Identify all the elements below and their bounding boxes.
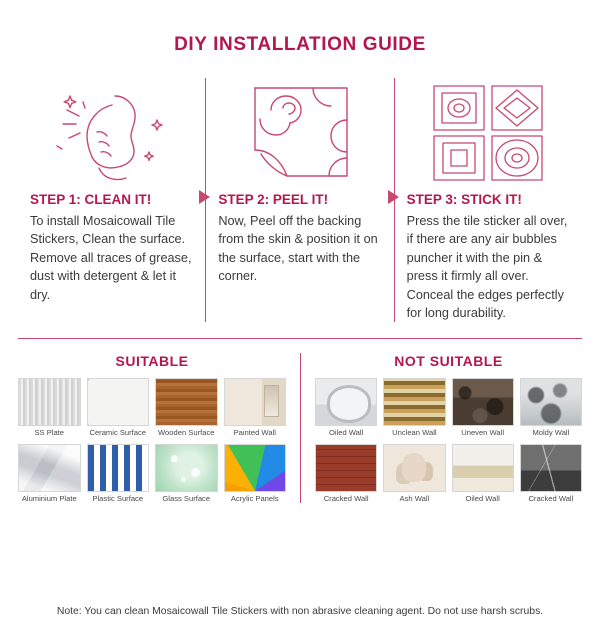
swatch-painted-wall bbox=[224, 378, 287, 426]
arrow-right-icon-2 bbox=[388, 190, 399, 204]
swatch-label: Oiled Wall bbox=[328, 428, 364, 438]
list-item bbox=[452, 444, 514, 503]
swatch-label: Uneven Wall bbox=[461, 428, 505, 438]
swatch-label: Glass Surface bbox=[162, 493, 211, 503]
suitable-title: SUITABLE bbox=[115, 353, 189, 370]
list-item bbox=[87, 378, 150, 437]
list-item bbox=[520, 378, 582, 437]
swatch-label: Ceramic Surface bbox=[89, 428, 147, 438]
swatch-oiled-wall-2 bbox=[452, 444, 514, 492]
swatch-label: Acrylic Panels bbox=[230, 493, 279, 503]
swatch-label: Unclean Wall bbox=[392, 428, 437, 438]
hand-cleaning-surface-icon bbox=[30, 78, 193, 186]
list-item bbox=[315, 378, 377, 437]
step-3-body: Press the tile sticker all over, if there are any air bubbles puncher it with the pin & press it firmly all over. Conceal the edges perfectly for long durability. bbox=[406, 214, 568, 321]
swatch-aluminium-plate bbox=[18, 444, 81, 492]
step-2-heading: STEP 2: PEEL IT! bbox=[218, 192, 329, 207]
swatch-label: Painted Wall bbox=[233, 428, 276, 438]
list-item bbox=[383, 378, 445, 437]
list-item bbox=[155, 444, 218, 503]
swatch-label: Oiled Wall bbox=[465, 493, 500, 503]
step-2-body: Now, Peel off the backing from the skin & position it on the surface, start with the corner. bbox=[218, 214, 378, 284]
swatch-oiled-wall bbox=[315, 378, 377, 426]
list-item bbox=[224, 378, 287, 437]
step-1-heading: STEP 1: CLEAN IT! bbox=[30, 192, 152, 207]
list-item bbox=[18, 444, 81, 503]
swatch-cracked-wall-2 bbox=[520, 444, 582, 492]
suitable-tiles bbox=[18, 378, 286, 503]
swatch-uneven-wall bbox=[452, 378, 514, 426]
step-1-body: To install Mosaicowall Tile Stickers, Clean the surface. Remove all traces of grease, dust with detergent & let it dry. bbox=[30, 214, 192, 302]
list-item bbox=[224, 444, 287, 503]
suitable-column bbox=[18, 353, 300, 503]
swatch-cracked-wall bbox=[315, 444, 377, 492]
list-item bbox=[452, 378, 514, 437]
list-item bbox=[383, 444, 445, 503]
list-item bbox=[520, 444, 582, 503]
list-item bbox=[315, 444, 377, 503]
step-2 bbox=[205, 78, 393, 322]
installation-guide-page bbox=[0, 34, 600, 634]
section-divider bbox=[18, 338, 582, 339]
swatch-label: Wooden Surface bbox=[158, 428, 215, 438]
page-title: DIY INSTALLATION GUIDE bbox=[174, 34, 426, 55]
list-item bbox=[18, 378, 81, 437]
surfaces-section bbox=[0, 353, 600, 503]
step-3-heading: STEP 3: STICK IT! bbox=[406, 192, 522, 207]
swatch-label: Cracked Wall bbox=[323, 493, 369, 503]
swatch-label: Plastic Surface bbox=[92, 493, 144, 503]
list-item bbox=[155, 378, 218, 437]
footer-note: Note: You can clean Mosaicowall Tile Stickers with non abrasive cleaning agent. Do not use harsh scrubs. bbox=[56, 606, 544, 617]
swatch-unclean-wall bbox=[383, 378, 445, 426]
swatch-ceramic-surface bbox=[87, 378, 150, 426]
peeling-sticker-icon bbox=[218, 78, 381, 186]
swatch-wooden-surface bbox=[155, 378, 218, 426]
swatch-moldy-wall bbox=[520, 378, 582, 426]
step-1 bbox=[18, 78, 205, 322]
not-suitable-tiles bbox=[315, 378, 582, 503]
swatch-ss-plate bbox=[18, 378, 81, 426]
swatch-glass-surface bbox=[155, 444, 218, 492]
swatch-label: SS Plate bbox=[34, 428, 65, 438]
swatch-ash-wall bbox=[383, 444, 445, 492]
swatch-plastic-surface bbox=[87, 444, 150, 492]
not-suitable-column bbox=[300, 353, 582, 503]
swatch-label: Moldy Wall bbox=[532, 428, 570, 438]
not-suitable-title: NOT SUITABLE bbox=[394, 353, 503, 370]
swatch-acrylic-panels bbox=[224, 444, 287, 492]
step-3 bbox=[394, 78, 582, 322]
list-item bbox=[87, 444, 150, 503]
swatch-label: Ash Wall bbox=[399, 493, 430, 503]
four-tile-pattern-icon bbox=[407, 78, 570, 186]
steps-section bbox=[0, 78, 600, 322]
arrow-right-icon-1 bbox=[199, 190, 210, 204]
swatch-label: Cracked Wall bbox=[528, 493, 574, 503]
swatch-label: Aluminium Plate bbox=[21, 493, 77, 503]
